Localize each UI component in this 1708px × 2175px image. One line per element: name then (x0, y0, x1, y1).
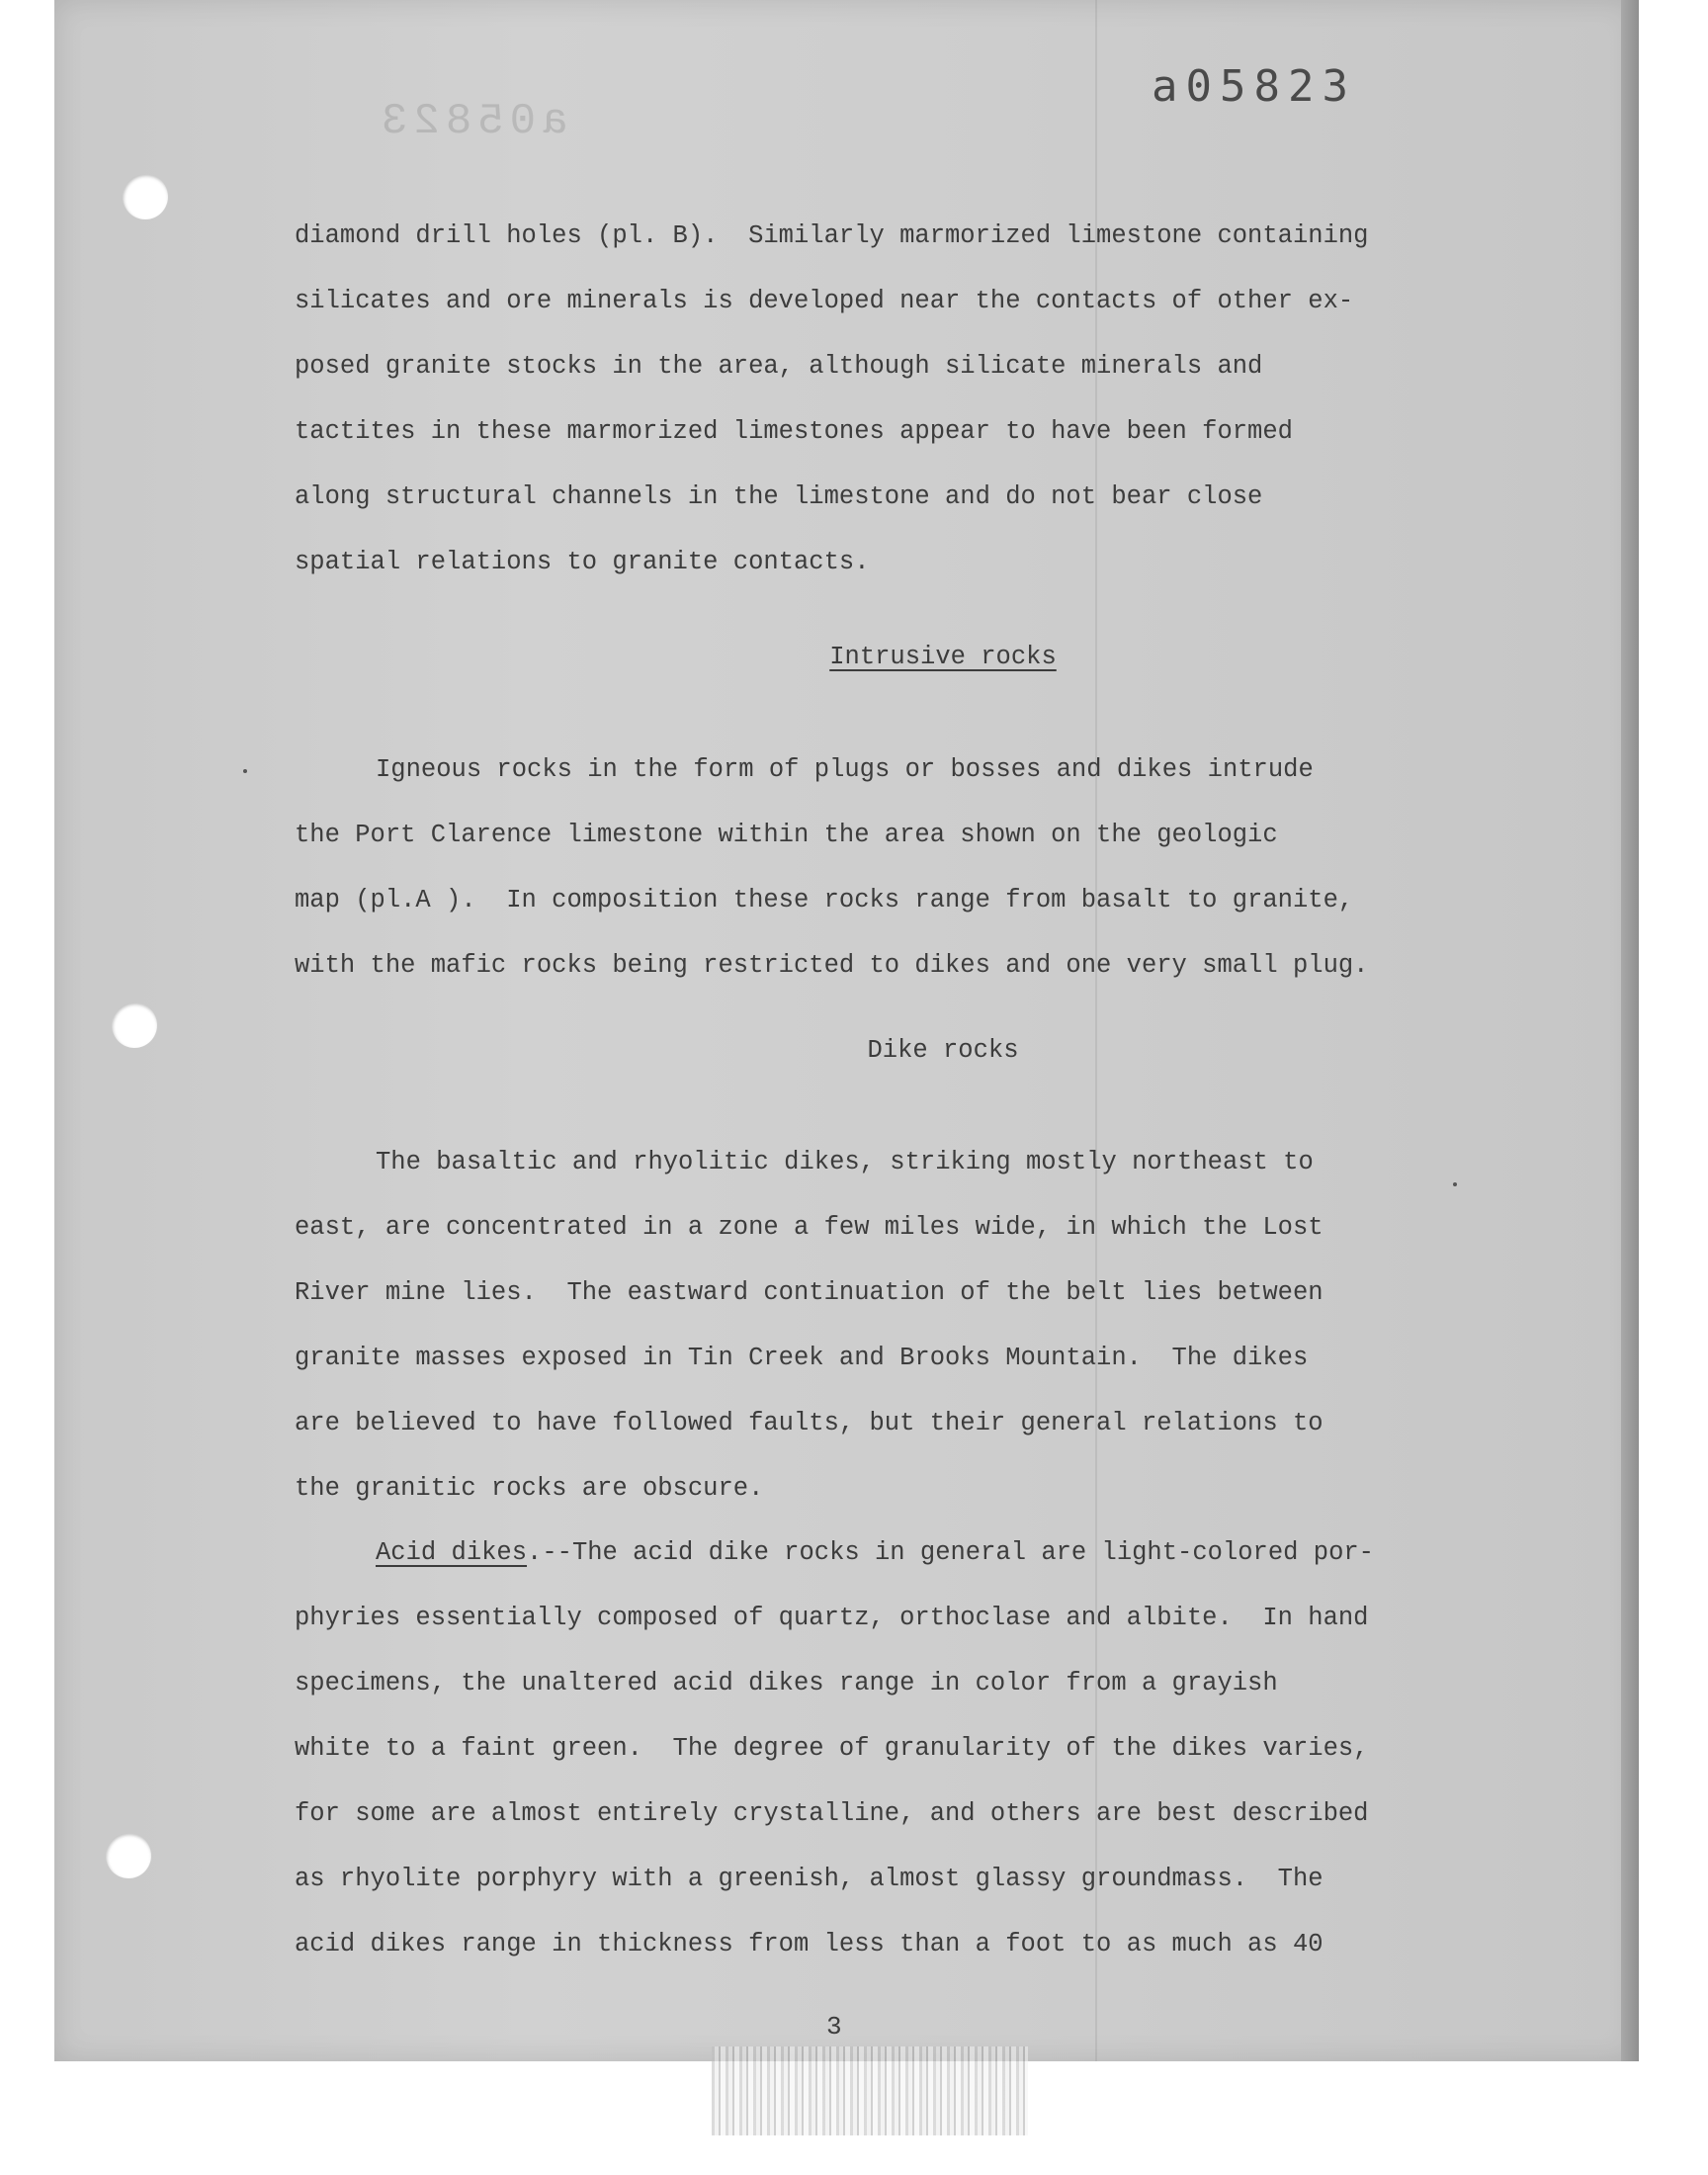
scan-artifact (712, 2046, 1028, 2135)
text-line: tactites in these marmorized limestones appear to have been formed (295, 417, 1293, 446)
text-line: River mine lies. The eastward continuation of the belt lies between (295, 1278, 1324, 1307)
paragraph-drill-holes (295, 204, 1481, 595)
text-line: granite masses exposed in Tin Creek and Brooks Mountain. The dikes (295, 1344, 1309, 1372)
text-line: map (pl.A ). In composition these rocks range from basalt to granite, (295, 886, 1354, 914)
text-line: diamond drill holes (pl. B). Similarly marmorized limestone containing (295, 221, 1369, 250)
page-number: 3 (826, 2012, 842, 2042)
text-line: phyries essentially composed of quartz, orthoclase and albite. In hand (295, 1604, 1369, 1632)
heading-dike-rocks (0, 1036, 1708, 1065)
text-run: .--The acid dike rocks in general are light-colored por- (527, 1538, 1374, 1567)
text-line (295, 1521, 1481, 1586)
text-line: for some are almost entirely crystalline, and others are best described (295, 1799, 1369, 1828)
text-line: the granitic rocks are obscure. (295, 1474, 764, 1503)
text-line: the Port Clarence limestone within the area shown on the geologic (295, 821, 1278, 849)
dust-speck (243, 769, 247, 773)
text-line: acid dikes range in thickness from less than a foot to as much as 40 (295, 1930, 1324, 1958)
text-line: The basaltic and rhyolitic dikes, striking mostly northeast to (376, 1148, 1314, 1176)
paragraph-acid-dikes (295, 1521, 1481, 1977)
section-heading: Dike rocks (867, 1036, 1019, 1065)
punch-hole-top (123, 174, 168, 219)
run-in-heading: Acid dikes (376, 1538, 528, 1567)
text-line: as rhyolite porphyry with a greenish, almost glassy groundmass. The (295, 1865, 1324, 1893)
text-line: are believed to have followed faults, but their general relations to (295, 1409, 1324, 1437)
text-line: white to a faint green. The degree of granularity of the dikes varies, (295, 1734, 1369, 1763)
page-edge-shadow (1621, 0, 1639, 2061)
heading-intrusive-rocks (0, 643, 1708, 671)
text-line: Igneous rocks in the form of plugs or bosses and dikes intrude (376, 755, 1314, 784)
text-line: silicates and ore minerals is developed near the contacts of other ex- (295, 287, 1354, 315)
bleed-through-number: a05823 (376, 97, 568, 146)
paragraph-igneous-rocks (295, 738, 1481, 999)
text-line: east, are concentrated in a zone a few miles wide, in which the Lost (295, 1213, 1324, 1242)
paragraph-basaltic-dikes (295, 1130, 1481, 1522)
section-heading: Intrusive rocks (829, 643, 1057, 671)
text-line: specimens, the unaltered acid dikes range in color from a grayish (295, 1669, 1278, 1697)
text-line: with the mafic rocks being restricted to dikes and one very small plug. (295, 951, 1369, 980)
text-line: along structural channels in the limestone and do not bear close (295, 482, 1263, 511)
punch-hole-bottom (106, 1833, 151, 1878)
document-id-stamp: a05823 (1152, 61, 1356, 112)
text-line: spatial relations to granite contacts. (295, 548, 870, 576)
text-line: posed granite stocks in the area, although silicate minerals and (295, 352, 1263, 381)
